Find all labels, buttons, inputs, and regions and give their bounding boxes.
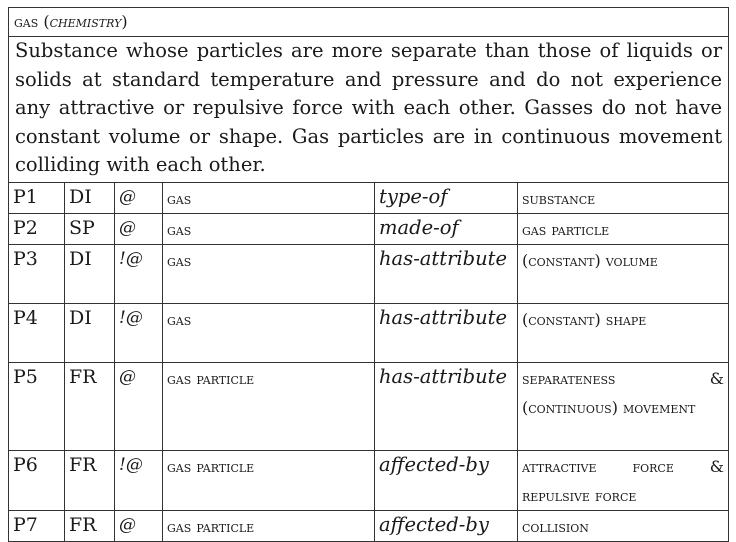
modality: !@ xyxy=(115,451,163,511)
subject: gas particle xyxy=(163,363,375,451)
modality: @ xyxy=(115,214,163,245)
relation: affected-by xyxy=(375,451,518,511)
relation: affected-by xyxy=(375,511,518,542)
proposition-id: P6 xyxy=(9,451,65,511)
relation: has-attribute xyxy=(375,363,518,451)
source-code: SP xyxy=(65,214,115,245)
relation: has-attribute xyxy=(375,304,518,363)
object: (constant) volume xyxy=(518,245,729,304)
modality: @ xyxy=(115,363,163,451)
modality: @ xyxy=(115,511,163,542)
proposition-id: P4 xyxy=(9,304,65,363)
subject: gas xyxy=(163,183,375,214)
object: attractive force & repulsive force xyxy=(518,451,729,511)
table-row xyxy=(9,304,729,363)
source-code: DI xyxy=(65,183,115,214)
header-row xyxy=(9,8,729,37)
table-row xyxy=(9,183,729,214)
table-row xyxy=(9,451,729,511)
definition-row xyxy=(9,37,729,183)
term-label: gas xyxy=(14,12,39,31)
definition-text: Substance whose particles are more separate than those of liquids or solids at standard temperature and pressure and do not experience any attractive or repulsive force with each other. Gasses do not have constant volume or shape. Gas particles are in continuous movement colliding with each other. xyxy=(9,37,729,183)
proposition-id: P1 xyxy=(9,183,65,214)
object: collision xyxy=(518,511,729,542)
concept-table xyxy=(8,7,729,542)
proposition-id: P3 xyxy=(9,245,65,304)
subject: gas particle xyxy=(163,451,375,511)
domain-label: chemistry xyxy=(49,12,122,31)
source-code: FR xyxy=(65,511,115,542)
concept-card xyxy=(8,7,728,542)
relation: type-of xyxy=(375,183,518,214)
proposition-id: P7 xyxy=(9,511,65,542)
term-header: gas (chemistry) xyxy=(9,8,729,37)
source-code: FR xyxy=(65,363,115,451)
proposition-id: P2 xyxy=(9,214,65,245)
table-row xyxy=(9,511,729,542)
table-row xyxy=(9,245,729,304)
table-row xyxy=(9,214,729,245)
subject: gas xyxy=(163,304,375,363)
relation: has-attribute xyxy=(375,245,518,304)
source-code: DI xyxy=(65,245,115,304)
modality: !@ xyxy=(115,304,163,363)
subject: gas xyxy=(163,214,375,245)
object: (constant) shape xyxy=(518,304,729,363)
proposition-id: P5 xyxy=(9,363,65,451)
table-row xyxy=(9,363,729,451)
relation: made-of xyxy=(375,214,518,245)
source-code: DI xyxy=(65,304,115,363)
modality: !@ xyxy=(115,245,163,304)
subject: gas xyxy=(163,245,375,304)
source-code: FR xyxy=(65,451,115,511)
modality: @ xyxy=(115,183,163,214)
object: separateness & (continuous) movement xyxy=(518,363,729,451)
object: gas particle xyxy=(518,214,729,245)
object: substance xyxy=(518,183,729,214)
subject: gas particle xyxy=(163,511,375,542)
